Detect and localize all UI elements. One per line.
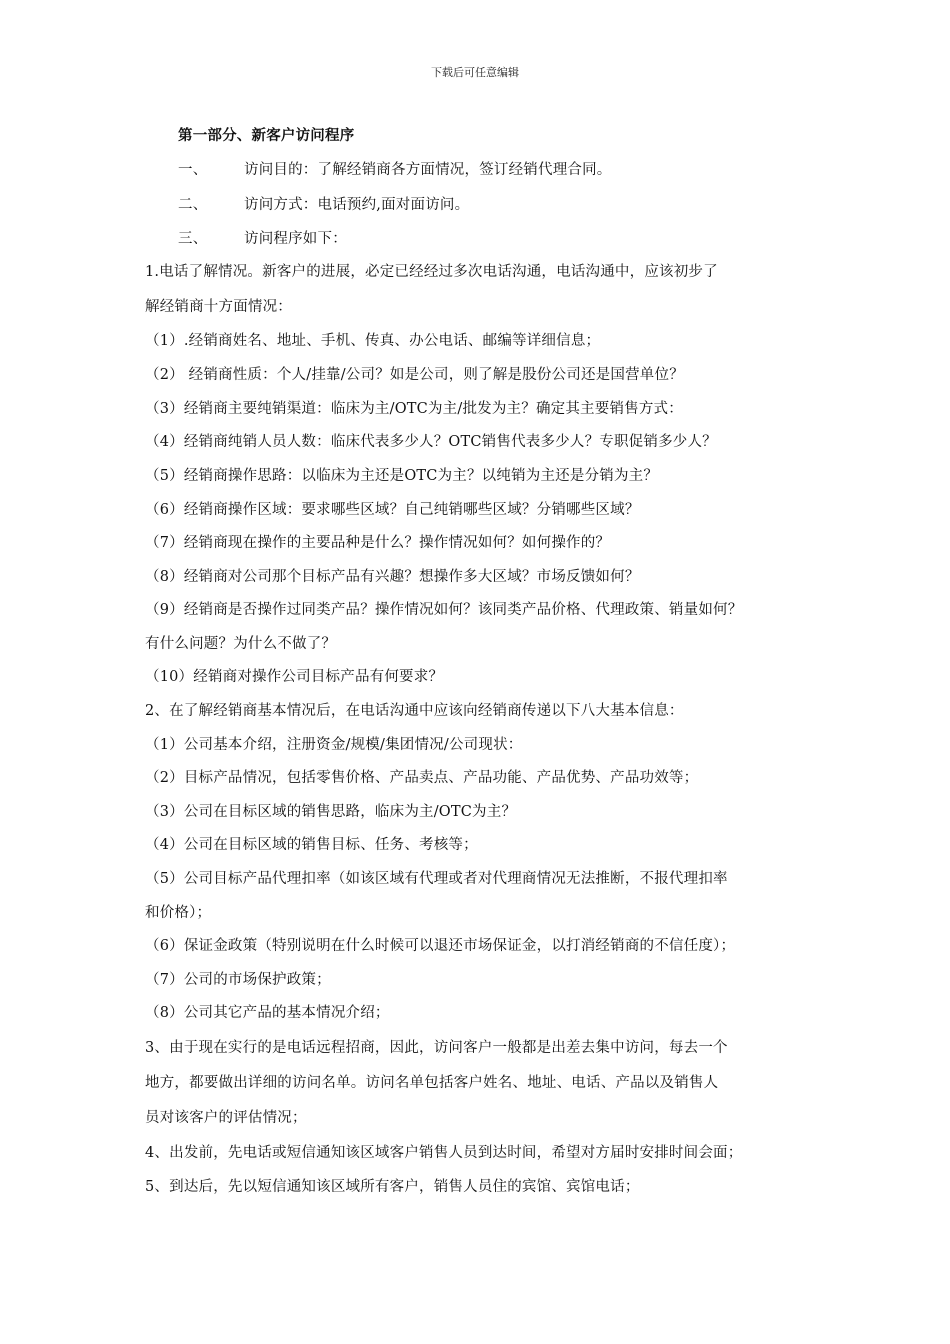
- header-note: 下载后可任意编辑: [431, 66, 519, 79]
- body-line: （1）.经销商姓名、地址、手机、传真、办公电话、邮编等详细信息；: [145, 333, 601, 349]
- body-line: 2、在了解经销商基本情况后，在电话沟通中应该向经销商传递以下八大基本信息：: [145, 703, 684, 719]
- body-line: （4）公司在目标区域的销售目标、任务、考核等；: [145, 837, 478, 853]
- body-line: （6）保证金政策（特别说明在什么时候可以退还市场保证金，以打消经销商的不信任度）；: [145, 938, 736, 954]
- body-line: （7）公司的市场保护政策；: [145, 972, 331, 988]
- item-number: 一、: [178, 162, 208, 178]
- list-item: [178, 160, 868, 180]
- body-line: 和价格）；: [145, 905, 212, 921]
- body-line: （5）经销商操作思路：以临床为主还是OTC为主？以纯销为主还是分销为主？: [145, 468, 659, 484]
- body-line: （3）经销商主要纯销渠道：临床为主/OTC为主/批发为主？确定其主要销售方式：: [145, 401, 683, 417]
- body-line: （8）公司其它产品的基本情况介绍；: [145, 1005, 390, 1021]
- item-text: 访问方式：电话预约,面对面访问。: [244, 197, 470, 213]
- body-line: （8）经销商对公司那个目标产品有兴趣？想操作多大区域？市场反馈如何？: [145, 569, 640, 585]
- item-text: 访问程序如下：: [244, 231, 347, 247]
- body-line: （10）经销商对操作公司目标产品有何要求？: [145, 669, 444, 685]
- item-number: 三、: [178, 231, 208, 247]
- body-line: 4、出发前，先电话或短信通知该区域客户销售人员到达时间，希望对方届时安排时间会面；: [145, 1145, 743, 1161]
- body-line: （1）公司基本介绍，注册资金/规模/集团情况/公司现状：: [145, 737, 523, 753]
- section-title: 第一部分、新客户访问程序: [178, 127, 355, 144]
- body-line: （4）经销商纯销人员人数：临床代表多少人？OTC销售代表多少人？专职促销多少人？: [145, 434, 717, 450]
- body-line: 3、由于现在实行的是电话远程招商，因此，访问客户一般都是出差去集中访问，每去一个: [145, 1040, 728, 1056]
- body-line: 解经销商十方面情况：: [145, 299, 292, 315]
- body-line: 地方，都要做出详细的访问名单。访问名单包括客户姓名、地址、电话、产品以及销售人: [145, 1075, 719, 1091]
- body-line: （2）目标产品情况，包括零售价格、产品卖点、产品功能、产品优势、产品功效等；: [145, 770, 699, 786]
- body-line: （2） 经销商性质：个人/挂靠/公司？如是公司，则了解是股份公司还是国营单位？: [145, 367, 684, 383]
- body-line: （3）公司在目标区域的销售思路，临床为主/OTC为主？: [145, 804, 517, 820]
- list-item: [178, 195, 868, 215]
- body-line: 1.电话了解情况。新客户的进展，必定已经经过多次电话沟通，电话沟通中，应该初步了: [145, 264, 718, 280]
- list-item: [178, 229, 868, 249]
- item-number: 二、: [178, 197, 208, 213]
- body-line: （5）公司目标产品代理扣率（如该区域有代理或者对代理商情况无法推断，不报代理扣率: [145, 871, 728, 887]
- body-line: （9）经销商是否操作过同类产品？操作情况如何？该同类产品价格、代理政策、销量如何？: [145, 602, 743, 618]
- body-line: 员对该客户的评估情况；: [145, 1110, 307, 1126]
- body-line: （7）经销商现在操作的主要品种是什么？操作情况如何？如何操作的？: [145, 535, 611, 551]
- body-line: 5、到达后，先以短信通知该区域所有客户，销售人员住的宾馆、宾馆电话；: [145, 1179, 640, 1195]
- body-line: （6）经销商操作区域：要求哪些区域？自己纯销哪些区域？分销哪些区域？: [145, 502, 640, 518]
- item-text: 访问目的：了解经销商各方面情况，签订经销代理合同。: [244, 162, 612, 178]
- body-line: 有什么问题？为什么不做了？: [145, 636, 337, 652]
